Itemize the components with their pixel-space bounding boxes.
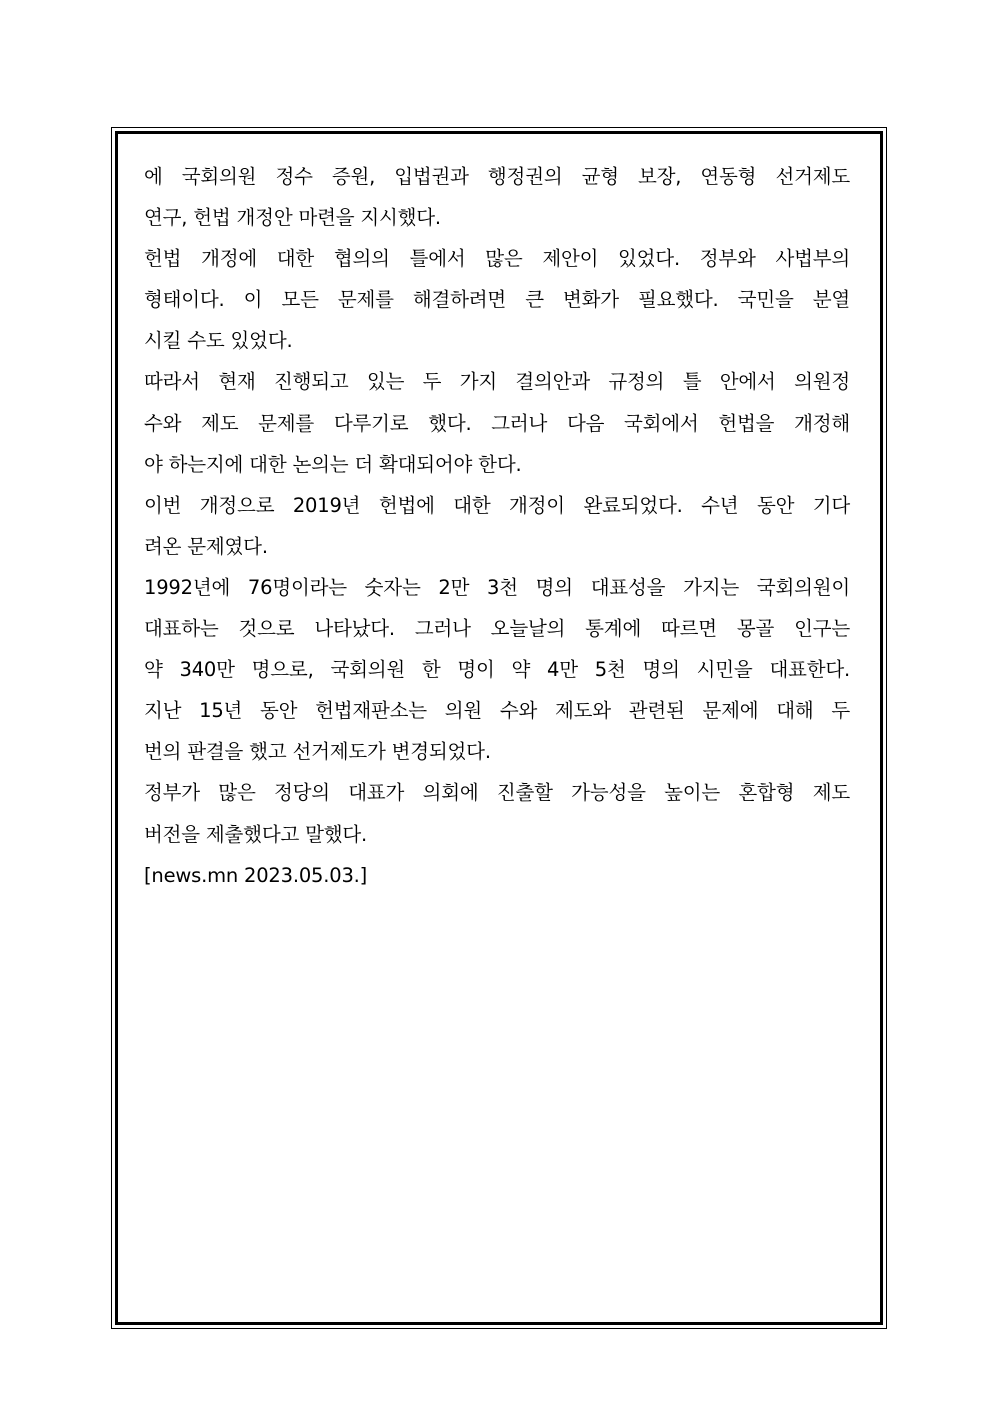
text-line: 지난 15년 동안 헌법재판소는 의원 수와 제도와 관련된 문제에 대해 두 [144,699,850,723]
text-line: 버전을 제출했다고 말했다. [144,822,368,846]
text-line: 형태이다. 이 모든 문제를 해결하려면 큰 변화가 필요했다. 국민을 분열 [144,288,850,312]
text-line: 약 340만 명으로, 국회의원 한 명이 약 4만 5천 명의 시민을 대표한다. [144,658,850,682]
text-line: 1992년에 76명이라는 숫자는 2만 3천 명의 대표성을 가지는 국회의원이 [144,575,850,599]
text-line: 시킬 수도 있었다. [144,329,293,353]
document-body [144,156,850,896]
text-line: 따라서 현재 진행되고 있는 두 가지 결의안과 규정의 틀 안에서 의원정 [144,370,850,394]
text-line: 헌법 개정에 대한 협의의 틀에서 많은 제안이 있었다. 정부와 사법부의 [144,247,850,271]
text-line: 연구, 헌법 개정안 마련을 지시했다. [144,206,441,230]
text-line: 대표하는 것으로 나타났다. 그러나 오늘날의 통계에 따르면 몽골 인구는 [144,617,850,641]
text-line: 야 하는지에 대한 논의는 더 확대되어야 한다. [144,452,522,476]
text-line: 려온 문제였다. [144,534,268,558]
text-line: 정부가 많은 정당의 대표가 의회에 진출할 가능성을 높이는 혼합형 제도 [144,781,850,805]
source-citation: [news.mn 2023.05.03.] [144,863,368,887]
text-line: 에 국회의원 정수 증원, 입법권과 행정권의 균형 보장, 연동형 선거제도 [144,165,850,188]
text-line: 이번 개정으로 2019년 헌법에 대한 개정이 완료되었다. 수년 동안 기다 [144,493,850,517]
text-line: 수와 제도 문제를 다루기로 했다. 그러나 다음 국회에서 헌법을 개정해 [144,411,850,435]
text-line: 번의 판결을 했고 선거제도가 변경되었다. [144,740,491,764]
